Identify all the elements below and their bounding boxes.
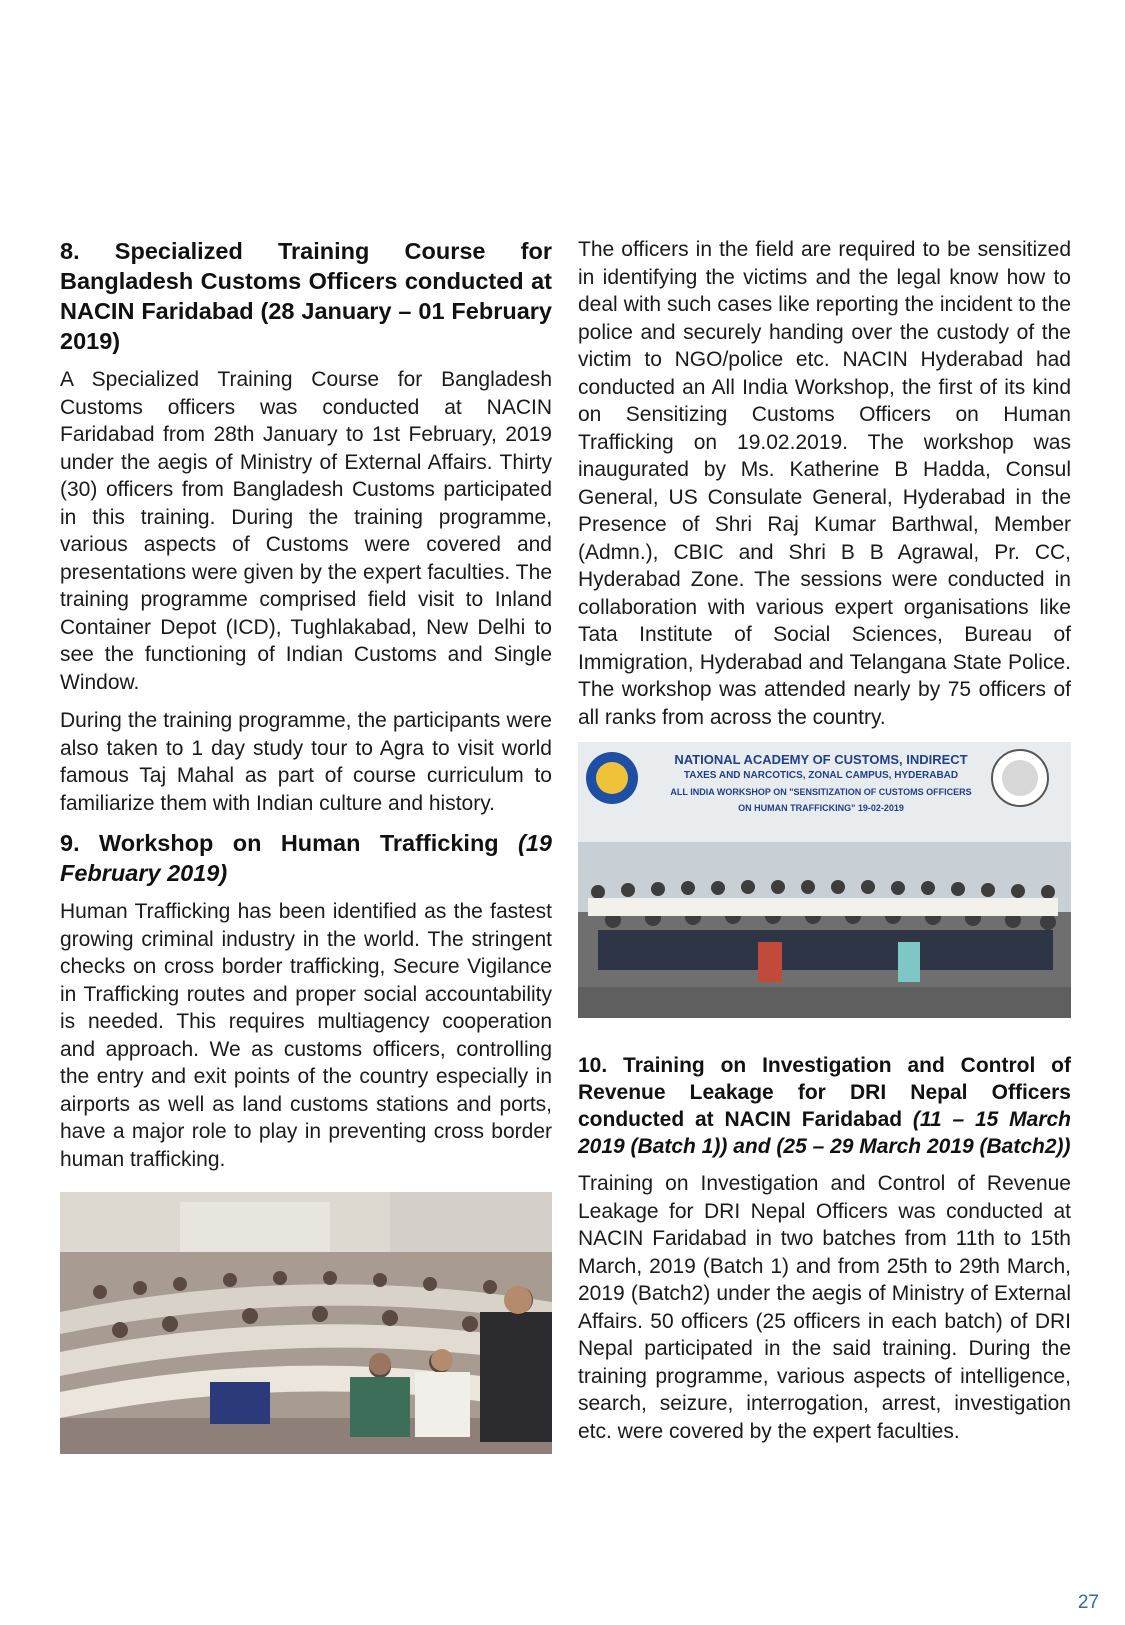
banner-line-1: NATIONAL ACADEMY OF CUSTOMS, INDIRECT: [674, 752, 968, 767]
classroom-photo-image: [60, 1192, 552, 1454]
left-column: [60, 236, 552, 1454]
section-10-date: (11 – 15 March 2019 (Batch 1)) and (25 – 29 March 2019 (Batch2)): [578, 1108, 1072, 1158]
section-10-paragraph-1: Training on Investigation and Control of Revenue Leakage for DRI Nepal Officers was conducted at NACIN Faridabad in two batches from 11th to 15th March, 2019 (Batch 1) and from 25th to 29th March, 2019 (Batch2) under the aegis of Ministry of External Affairs. 50 officers (25 officers in each batch) of DRI Nepal participated in the said training. During the training programme, various aspects of intelligence, search, seizure, interrogation, arrest, investigation etc. were covered by the expert faculties.: [578, 1172, 1071, 1443]
section-9-paragraph-1: Human Trafficking has been identified as the fastest growing criminal industry in the world. The stringent checks on cross border trafficking, Secure Vigilance in Trafficking routes and proper social accountability is needed. This requires multiagency cooperation and approach. We as customs officers, controlling the entry and exit points of the country especially in airports as well as land customs stations and ports, have a major role to play in preventing cross border human trafficking.: [60, 900, 552, 1171]
section-9-date: (19 February 2019): [60, 830, 552, 886]
section-8-paragraph-1: A Specialized Training Course for Bangladesh Customs officers was conducted at NACIN Faridabad from 28th January to 1st February, 2019 under the aegis of Ministry of External Affairs. Thirty (30) officers from Bangladesh Customs participated in this training. During the training programme, various aspects of Customs were covered and presentations were given by the expert faculties. The training programme comprised field visit to Inland Container Depot (ICD), Tughlakabad, New Delhi to see the functioning of Indian Customs and Single Window.: [60, 368, 552, 694]
banner-line-2: TAXES AND NARCOTICS, ZONAL CAMPUS, HYDERABAD: [683, 770, 959, 781]
section-9-paragraph-2: The officers in the field are required to be sensitized in identifying the victims and the legal know how to deal with such cases like reporting the incident to the police and securely handing over the custody of the victim to NGO/police etc. NACIN Hyderabad had conducted an All India Workshop, the first of its kind on Sensitizing Customs Officers on Human Trafficking on 19.02.2019. The workshop was inaugurated by Ms. Katherine B Hadda, Consul General, US Consulate General, Hyderabad in the Presence of Shri Raj Kumar Barthwal, Member (Admn.), CBIC and Shri B B Agrawal, Pr. CC, Hyderabad Zone. The sessions were conducted in collaboration with various expert organisations like Tata Institute of Social Sciences, Bureau of Immigration, Hyderabad and Telangana State Police. The workshop was attended nearly by 75 officers of all ranks from across the country.: [578, 238, 1071, 729]
classroom-photo: [60, 1192, 552, 1454]
section-8-heading: [60, 236, 552, 356]
group-photo: [578, 742, 1071, 1018]
page-number: 27: [1077, 1592, 1099, 1613]
banner-text: [656, 752, 986, 816]
section-9-title: 9. Workshop on Human Trafficking: [60, 830, 499, 856]
banner-line-4: ON HUMAN TRAFFICKING" 19-02-2019: [738, 803, 904, 813]
section-8-title: Specialized Training Course for Bangladesh Customs Officers conducted at NACIN Faridabad (28 January – 01 February 2019): [60, 238, 553, 354]
right-column: [578, 236, 1071, 1456]
section-9-heading: [60, 828, 552, 888]
section-10-heading: [578, 1052, 1071, 1160]
section-10-title: 10. Training on Investigation and Control of Revenue Leakage for DRI Nepal Officers conducted at NACIN Faridabad: [578, 1054, 1071, 1131]
section-8-paragraph-2: During the training programme, the participants were also taken to 1 day study tour to Agra to visit world famous Taj Mahal as part of course curriculum to familiarize them with Indian culture and history.: [60, 709, 552, 815]
banner-line-3: ALL INDIA WORKSHOP ON "SENSITIZATION OF CUSTOMS OFFICERS: [670, 787, 972, 797]
section-8-number: 8.: [60, 238, 80, 264]
